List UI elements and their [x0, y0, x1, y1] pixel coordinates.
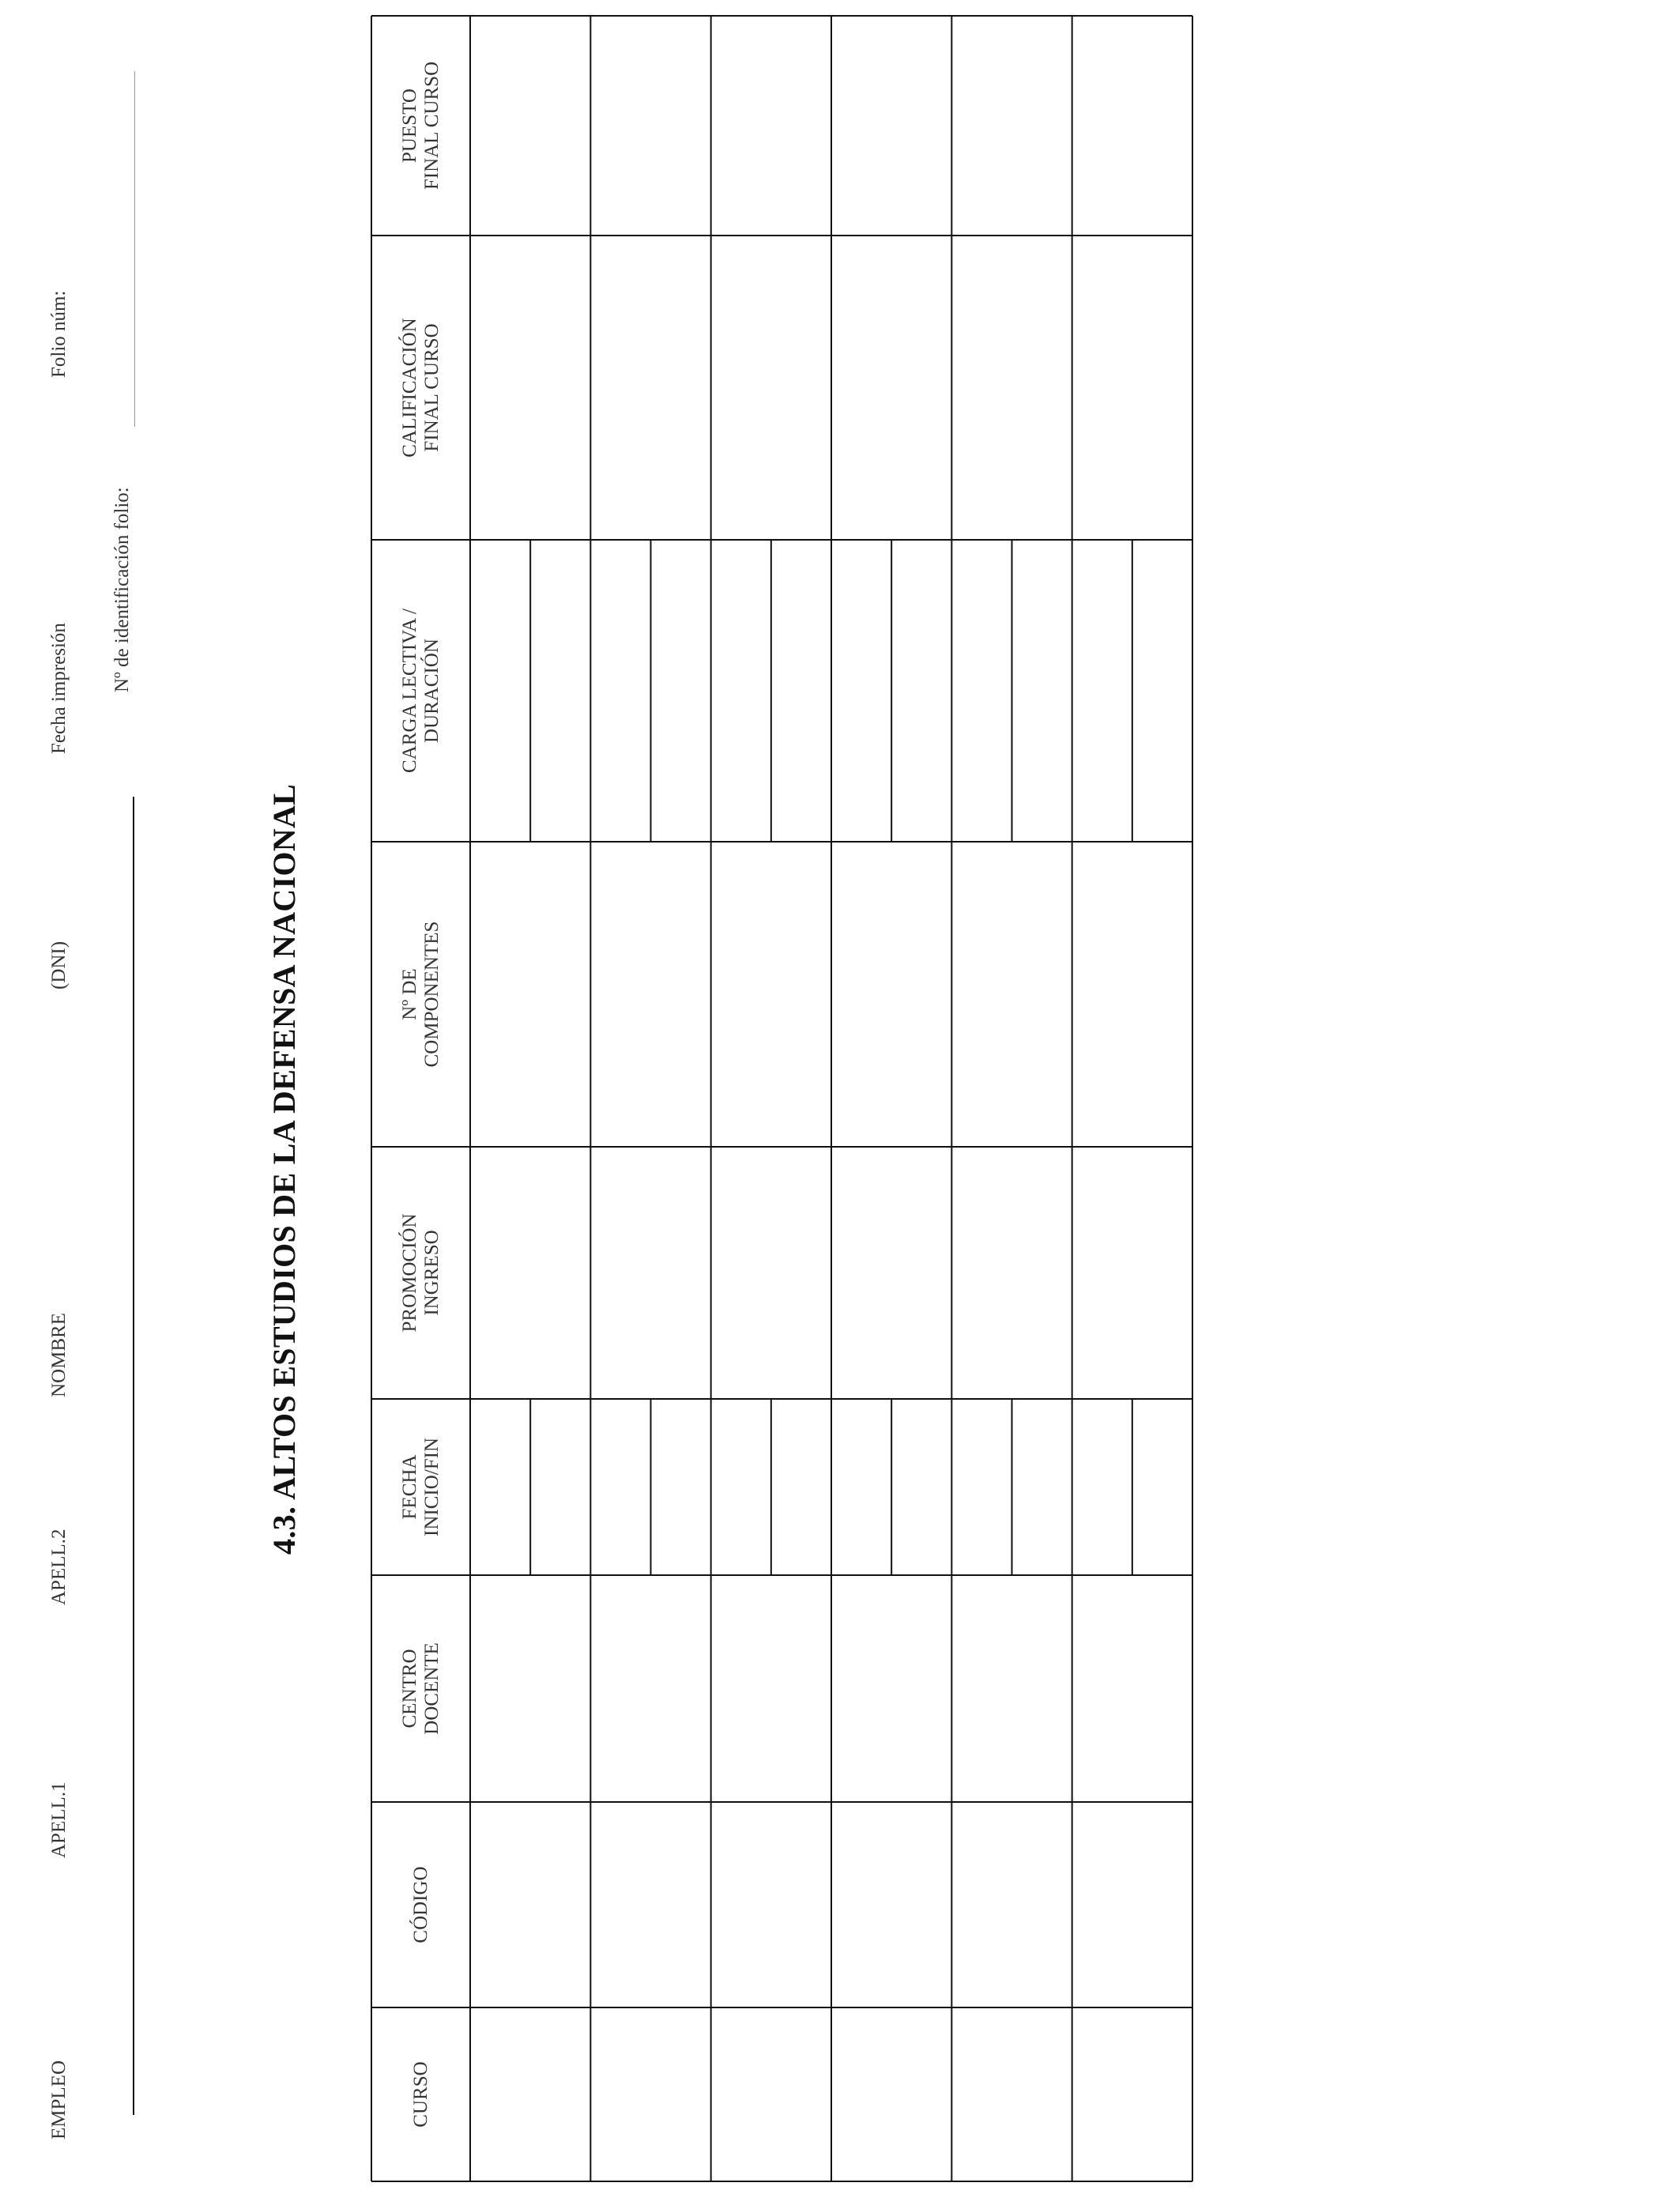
column-header-text	[399, 1213, 443, 1332]
column-header-line1: Nº DE	[398, 968, 420, 1020]
empleo-label: EMPLEO	[48, 2060, 70, 2139]
column-header-3	[371, 1575, 470, 1802]
column-header-line2: FINAL CURSO	[420, 323, 443, 452]
column-header-2	[371, 1802, 470, 2007]
column-header-text	[399, 1642, 443, 1735]
column-header-line1: PROMOCIÓN	[398, 1213, 420, 1333]
column-header-text	[399, 1438, 443, 1536]
column-header-line1: CENTRO	[398, 1649, 420, 1728]
column-header-line1: CARGA LECTIVA /	[398, 609, 420, 773]
column-header-8	[371, 236, 470, 540]
column-header-7	[371, 540, 470, 842]
apell2-label: APELL.2	[48, 1529, 70, 1605]
id-folio-label: Nº de identificación folio:	[111, 487, 133, 692]
column-header-text	[399, 318, 443, 457]
column-header-line2: INGRESO	[420, 1230, 443, 1316]
column-header-text	[399, 922, 443, 1068]
column-header-text	[410, 2061, 432, 2127]
column-header-line2: DOCENTE	[420, 1642, 443, 1735]
column-header-line2: FINAL CURSO	[420, 61, 443, 190]
page-title: 4.3. ALTOS ESTUDIOS DE LA DEFENSA NACIONAL	[266, 783, 302, 1555]
column-header-line1: CURSO	[409, 2061, 431, 2128]
fecha-impresion-label: Fecha impresión	[48, 623, 70, 754]
dni-label: (DNI)	[48, 941, 70, 990]
column-header-line2: COMPONENTES	[420, 921, 443, 1068]
column-header-text	[410, 1866, 432, 1943]
nombre-label: NOMBRE	[48, 1313, 70, 1397]
column-header-6	[371, 842, 470, 1147]
column-header-line1: CÓDIGO	[409, 1866, 431, 1943]
column-header-9	[371, 16, 470, 236]
folio-num-label: Folio núm:	[48, 290, 70, 378]
column-header-line1: FECHA	[398, 1454, 420, 1520]
column-header-line1: CALIFICACIÓN	[398, 318, 420, 458]
apell1-label: APELL.1	[48, 1781, 70, 1858]
column-header-text	[399, 62, 443, 190]
column-header-line2: INICIO/FIN	[420, 1438, 443, 1536]
column-header-5	[371, 1147, 470, 1399]
column-header-line2: DURACIÓN	[420, 639, 443, 743]
column-header-4	[371, 1399, 470, 1575]
column-header-1	[371, 2007, 470, 2181]
column-header-text	[399, 609, 443, 773]
column-header-line1: PUESTO	[398, 89, 420, 164]
